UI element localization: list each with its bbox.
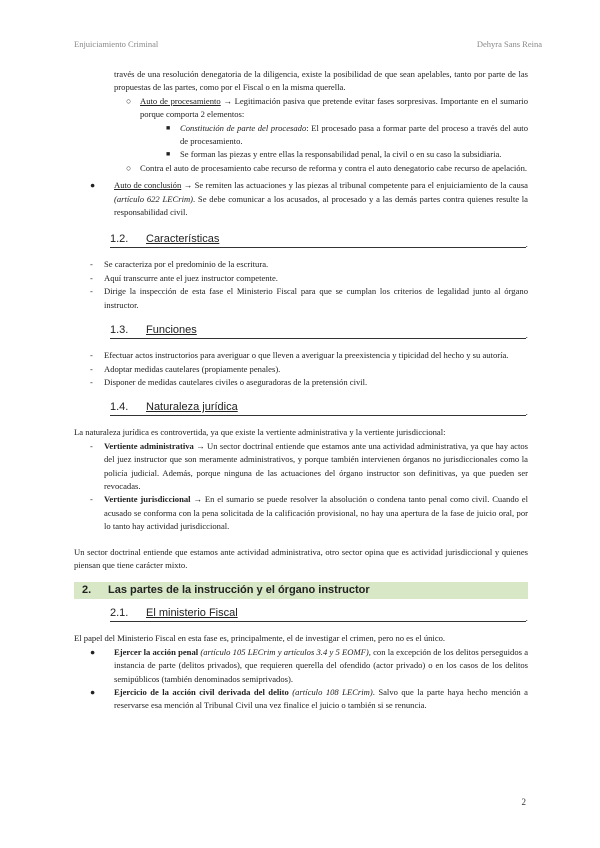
section-title: Funciones <box>146 323 197 336</box>
list-item-text: Adoptar medidas cautelares (propiamente penales). <box>104 363 281 374</box>
list-item-text: Aquí transcurre ante el juez instructor competente. <box>104 272 278 283</box>
list-item <box>74 285 528 312</box>
section-title: El ministerio Fiscal <box>146 606 238 619</box>
accion-penal-label: Ejercer la acción penal <box>114 646 199 657</box>
list-item-auto-conclusion <box>74 179 528 219</box>
accion-civil-text: . Salvo que la parte haya hecho mención a reservarse esa mención al Tribunal Civil una vez finalice el juicio o también si se renuncia. <box>114 687 528 711</box>
page-content <box>74 68 528 713</box>
chapter-title: Las partes de la instrucción y el órgano instructor <box>108 584 370 597</box>
naturaleza-intro: La naturaleza jurídica es controvertida, ya que existe la vertiente administrativa y la vertiente jurisdiccional: <box>74 427 446 438</box>
circle-bullet-icon: ○ <box>126 95 132 106</box>
dash-bullet-icon: - <box>90 272 93 283</box>
list-item-text: Disponer de medidas cautelares civiles o aseguradoras de la pretensión civil. <box>104 376 368 387</box>
section-number: 2.1. <box>110 606 129 619</box>
fiscal-intro: El papel del Ministerio Fiscal en esta fase es, principalmente, el de investigar el crimen, pero no es el único. <box>74 633 446 644</box>
constitucion-label: Constitución de parte del procesado <box>180 122 307 133</box>
constitucion-text: : El procesado pasa a formar parte del proceso a través del auto de procesamiento. <box>180 122 528 147</box>
section-title: Naturaleza jurídica <box>146 400 238 413</box>
list-item-accion-civil <box>74 686 528 713</box>
arrow-glyph: → <box>181 180 195 191</box>
dash-bullet-icon: - <box>90 286 93 297</box>
section-heading-1-3 <box>110 322 526 339</box>
list-item <box>74 272 528 285</box>
section-dot: . <box>525 329 528 340</box>
auto-procesamiento-label: Auto de procesamiento <box>140 95 221 106</box>
dash-bullet-icon: - <box>90 259 93 270</box>
list-item-auto-procesamiento <box>74 95 528 122</box>
dash-bullet-icon: - <box>90 350 93 361</box>
header-right: Dehyra Sans Reina <box>476 39 542 49</box>
section-heading-1-4 <box>110 399 526 416</box>
page-number: 2 <box>521 797 526 807</box>
vertiente-administrativa-label: Vertiente administrativa <box>104 440 194 451</box>
dash-bullet-icon: - <box>90 376 93 387</box>
section-dot: . <box>525 406 528 417</box>
vertiente-jurisdiccional-text: → En el sumario se puede resolver la absolución o condena tanto penal como civil. Cuando el acusado se conforma con la pena solicitada de la calificación provisional, no hay una apertura de la fase de juicio oral, por lo tanto hay actividad jurisdiccional. <box>104 494 528 532</box>
piezas-text: Se forman las piezas y entre ellas la responsabilidad penal, la civil o en su caso la subsidiaria. <box>180 149 502 160</box>
list-item-vertiente-jurisdiccional <box>74 493 528 533</box>
list-item-piezas <box>74 148 528 161</box>
auto-conclusion-text: Se remiten las actuaciones y las piezas al tribunal competente para el enjuiciamiento de la causa <box>194 180 528 191</box>
accion-civil-ref: (artículo 108 LECrim) <box>288 687 373 697</box>
header-left: Enjuiciamiento Criminal <box>74 39 159 49</box>
section-dot: . <box>525 612 528 623</box>
list-item <box>74 376 528 389</box>
list-item-text: Efectuar actos instructorios para averiguar o que lleven a averiguar la preexistencia y tipicidad del hecho y su autoría. <box>104 350 509 361</box>
square-bullet-icon: ■ <box>166 123 171 132</box>
chapter-heading-2 <box>74 582 528 599</box>
list-item-accion-penal <box>74 646 528 686</box>
square-bullet-icon: ■ <box>166 150 171 159</box>
dash-bullet-icon: - <box>90 363 93 374</box>
list-item <box>74 349 528 362</box>
section-title: Características <box>146 233 220 246</box>
list-item <box>74 363 528 376</box>
disc-bullet-icon: ● <box>90 687 96 697</box>
vertiente-administrativa-text: → Un sector doctrinal entiende que estamos ante una actividad administrativa, ya que hay actos del juez instructor que son meramente administrativos, y porque también intervienen órganos no jurisdiccionales como la policía judicial. Además, porque ninguna de las actuaciones del órgano instructor son definitivas, ya que pueden ser revocadas. <box>104 440 528 491</box>
list-item <box>74 258 528 271</box>
auto-procesamiento-text: Legitimación pasiva que pretende evitar fases sorpresivas. Importante en el sumario porque comporta 2 elementos: <box>140 95 528 120</box>
section-number: 1.4. <box>110 400 129 413</box>
dash-bullet-icon: - <box>90 440 93 451</box>
vertiente-jurisdiccional-label: Vertiente jurisdiccional <box>104 494 191 505</box>
accion-civil-label: Ejercicio de la acción civil derivada del delito <box>114 687 289 697</box>
list-item-recurso <box>74 162 528 175</box>
accion-penal-text: , con la excepción de los delitos perseguidos a instancia de parte (delitos privados), que requieren querella del ofendido (actor privado) o en los casos de los delitos semipúblicos (también denominados semiprivados). <box>114 646 529 684</box>
section-number: 1.3. <box>110 323 129 336</box>
auto-conclusion-label: Auto de conclusión <box>114 180 182 191</box>
section-heading-1-2 <box>110 231 526 248</box>
section-dot: . <box>525 239 528 250</box>
section-heading-2-1 <box>110 605 526 622</box>
list-item-vertiente-administrativa <box>74 440 528 494</box>
list-item-constitucion <box>74 122 528 149</box>
dash-bullet-icon: - <box>90 494 93 505</box>
naturaleza-closing: Un sector doctrinal entiende que estamos ante actividad administrativa, otro sector opina que es actividad jurisdiccional y quienes piensan que tiene carácter mixto. <box>74 546 528 570</box>
auto-conclusion-ref: (artículo 622 LECrim) <box>114 193 194 204</box>
disc-bullet-icon: ● <box>90 180 96 191</box>
recurso-text: Contra el auto de procesamiento cabe recurso de reforma y contra el auto denegatorio cabe recurso de apelación. <box>140 162 528 173</box>
disc-bullet-icon: ● <box>90 646 96 657</box>
circle-bullet-icon: ○ <box>126 162 132 173</box>
list-item-text: Dirige la inspección de esta fase el Ministerio Fiscal para que se cumplan los criterios de legalidad junto al órgano instructor. <box>104 286 528 310</box>
list-item-text: Se caracteriza por el predominio de la escritura. <box>104 259 269 270</box>
section-number: 1.2. <box>110 233 129 246</box>
auto-conclusion-text-2: . Se debe comunicar a los acusados, al procesado y a las demás partes contra quienes resulte la responsabilidad civil. <box>114 193 528 218</box>
arrow-glyph: → <box>220 95 235 106</box>
chapter-number: 2. <box>82 584 92 597</box>
intro-paragraph: través de una resolución denegatoria de la diligencia, existe la posibilidad de que sean apelables, tanto por parte de las propuestas de las partes, como por el Fiscal o en la misma querella. <box>114 69 528 93</box>
accion-penal-ref: (artículo 105 LECrim y artículos 3.4 y 5 EOMF) <box>198 646 369 657</box>
